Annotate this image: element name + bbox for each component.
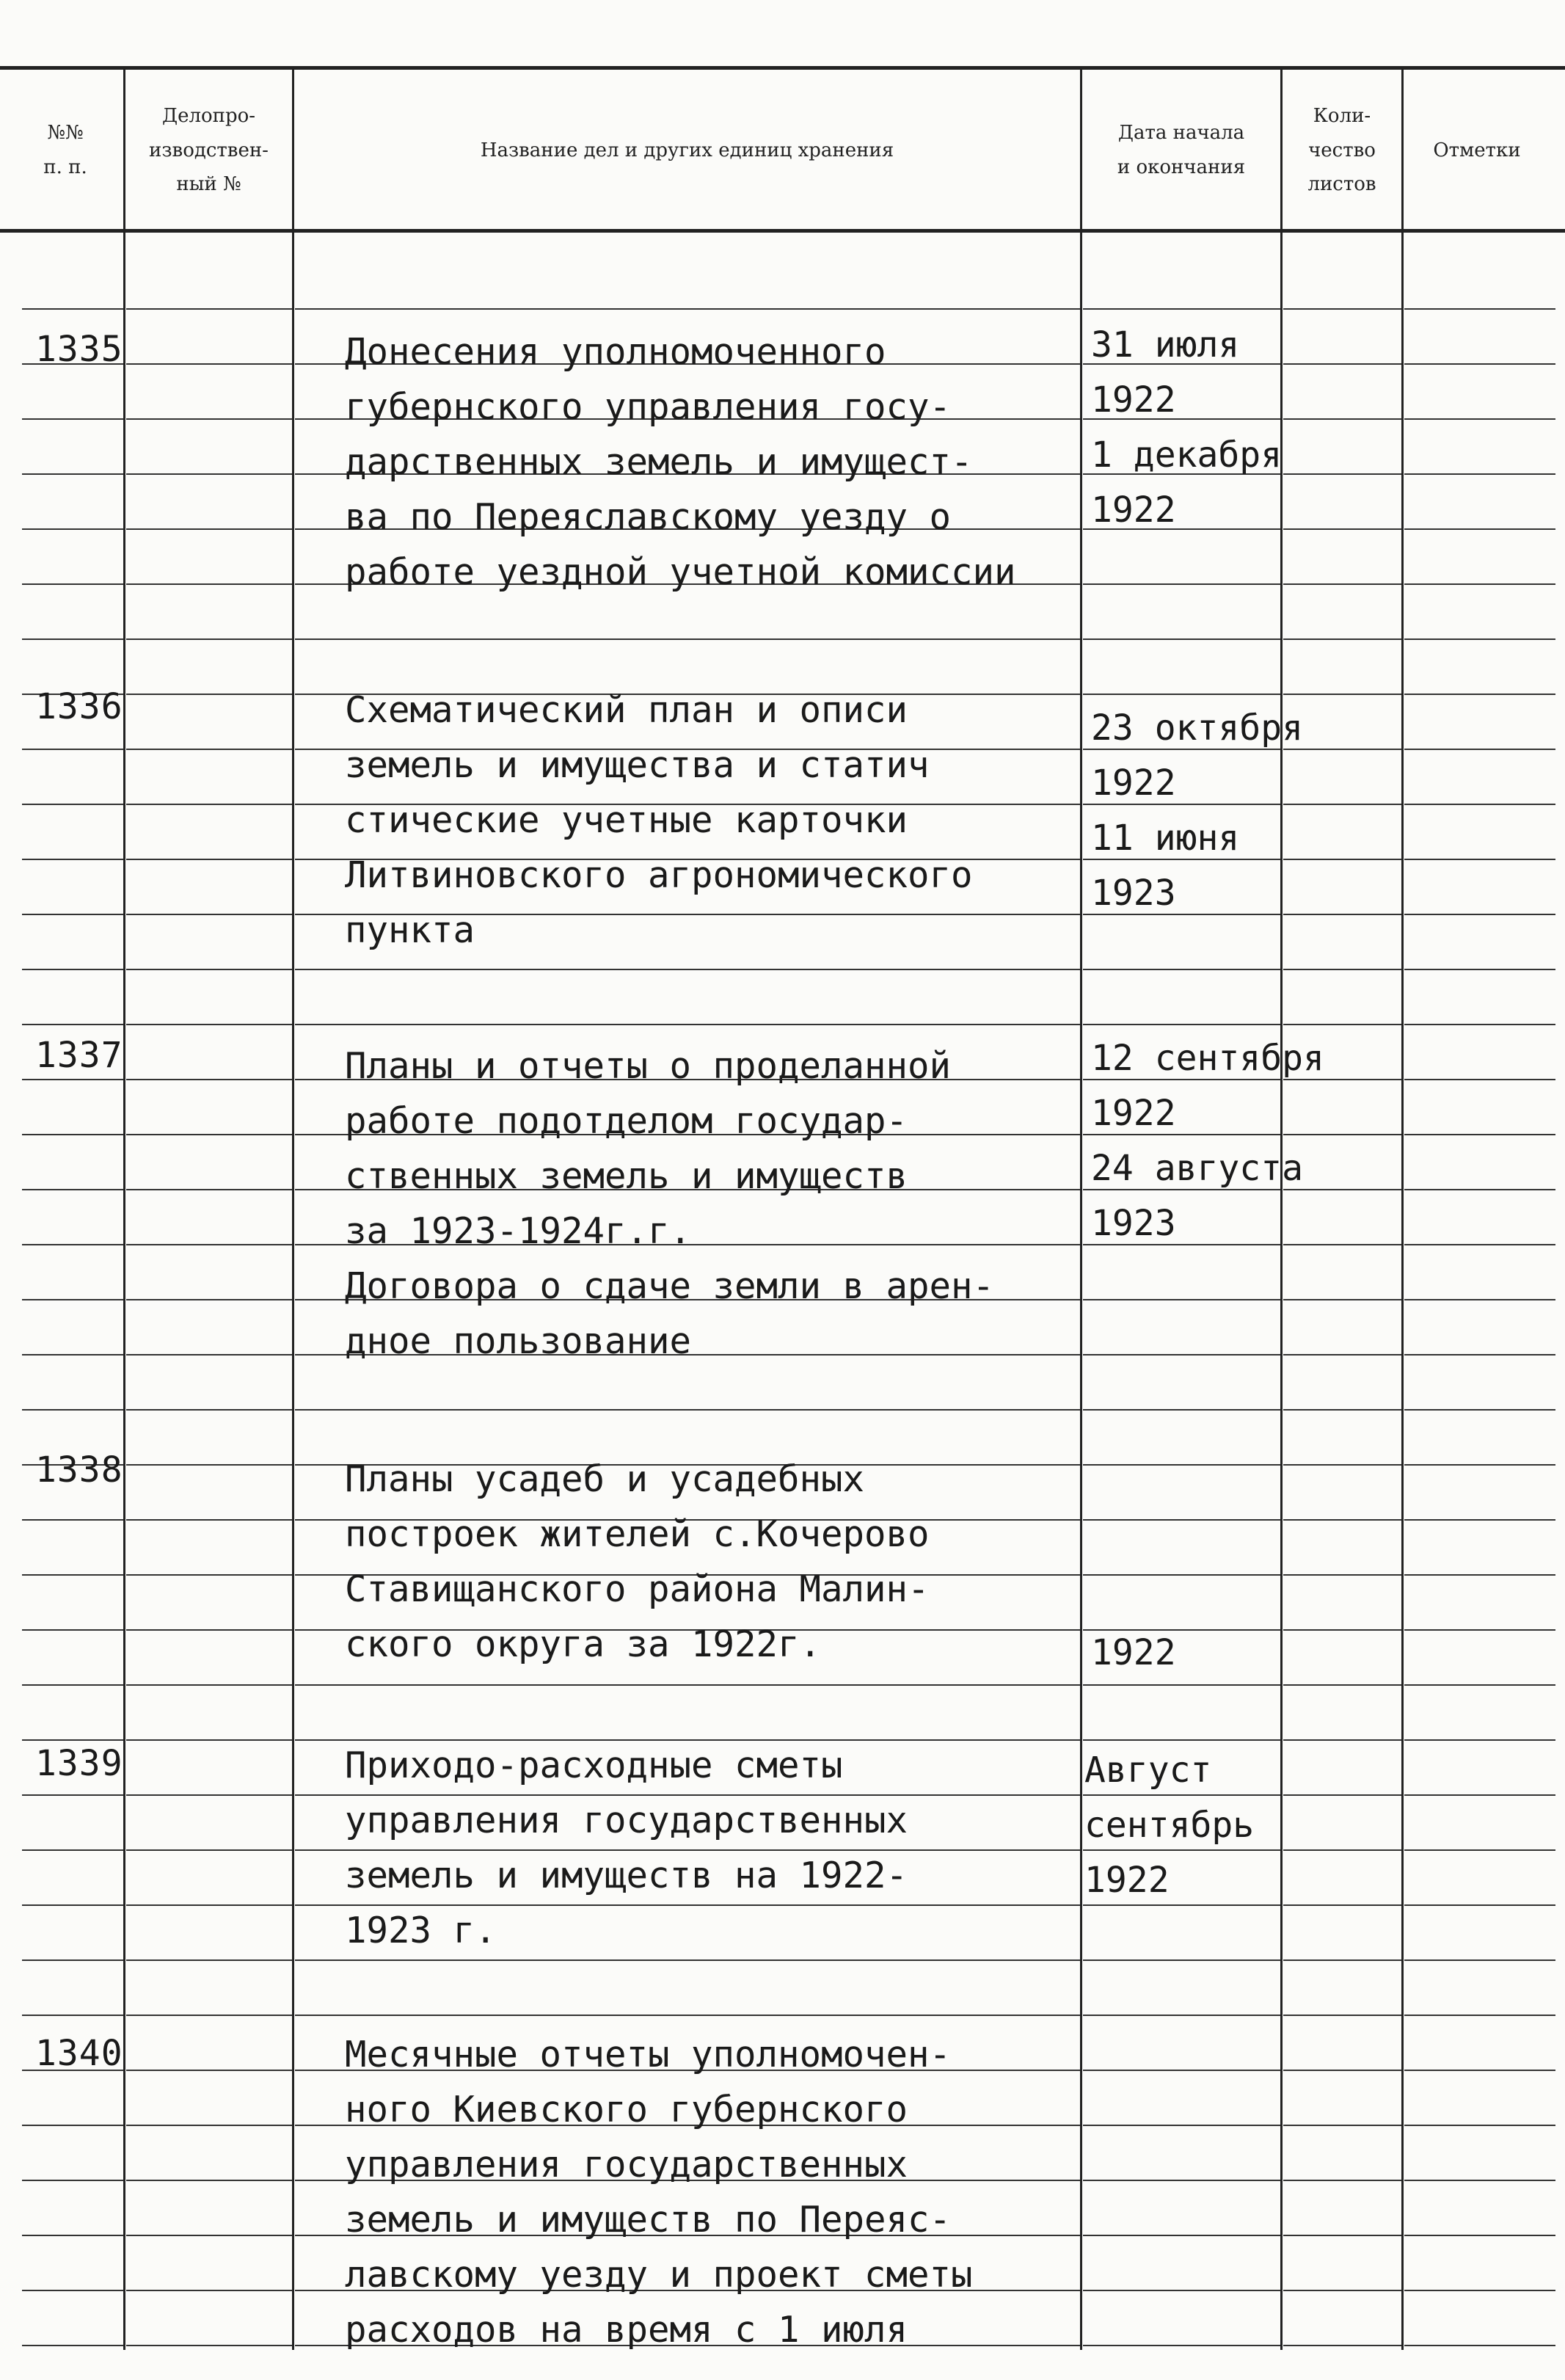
ruled-line <box>22 804 123 805</box>
ruled-line <box>126 583 292 585</box>
title-line: губернского управления госу- <box>345 386 952 428</box>
ruled-line <box>295 638 1080 640</box>
ruled-line <box>1283 1904 1401 1906</box>
title-line: Ставищанского района Малин- <box>345 1568 930 1610</box>
ruled-line <box>1083 969 1280 970</box>
header-sheets: Коли- чество листов <box>1307 104 1376 196</box>
entry-dates <box>1084 1743 1254 1908</box>
title-line: 1923 г. <box>345 1910 497 1951</box>
date-line: сентябрь <box>1084 1805 1255 1846</box>
ruled-line <box>1404 473 1555 475</box>
title-line: Литвиновского агрономического <box>345 854 973 896</box>
ruled-line <box>1283 1354 1401 1355</box>
ruled-line <box>1083 1739 1280 1741</box>
title-line: земель и имуществ по Переяс- <box>345 2199 952 2241</box>
table-top-border <box>0 66 1565 70</box>
ruled-line <box>1404 1134 1555 1135</box>
entry-number: 1338 <box>35 1449 123 1491</box>
ruled-line <box>22 2125 123 2126</box>
ruled-line <box>22 2345 123 2346</box>
ruled-line <box>22 528 123 530</box>
title-line: Договора о сдаче земли в арен- <box>345 1265 995 1307</box>
ruled-line <box>126 749 292 750</box>
title-line: Приходо-расходные сметы <box>345 1744 843 1786</box>
ruled-line <box>1404 1904 1555 1906</box>
ruled-line <box>1283 1574 1401 1576</box>
ruled-line <box>1283 363 1401 365</box>
ruled-line <box>126 2070 292 2071</box>
header-dates: Дата начала и окончания <box>1117 122 1246 178</box>
ruled-line <box>1404 1629 1555 1631</box>
ruled-line <box>1404 1739 1555 1741</box>
ruled-line <box>1404 2235 1555 2236</box>
title-line: лавскому уезду и проект сметы <box>345 2254 973 2296</box>
ruled-line <box>1083 2345 1280 2346</box>
date-line: 1922 <box>1084 1860 1170 1901</box>
ruled-line <box>1083 1299 1280 1300</box>
ruled-line <box>22 1299 123 1300</box>
ruled-line <box>126 1409 292 1411</box>
ruled-line <box>1083 1409 1280 1411</box>
ruled-line <box>22 749 123 750</box>
ruled-line <box>1404 583 1555 585</box>
entry-number: 1336 <box>35 686 123 727</box>
ruled-line <box>22 2180 123 2181</box>
ruled-line <box>1283 308 1401 310</box>
ruled-line <box>295 969 1080 970</box>
ruled-line <box>1404 418 1555 420</box>
ruled-line <box>126 363 292 365</box>
entry-title <box>345 1038 1086 1369</box>
title-line: управления государственных <box>345 1799 908 1841</box>
ruled-line <box>22 473 123 475</box>
ruled-line <box>1083 1024 1280 1025</box>
ruled-line <box>126 1739 292 1741</box>
date-line: 1922 <box>1091 1093 1176 1134</box>
ruled-line <box>1283 1684 1401 1686</box>
title-line: Планы усадеб и усадебных <box>345 1458 865 1500</box>
ruled-line <box>1083 1684 1280 1686</box>
ruled-line <box>1283 473 1401 475</box>
ruled-line <box>1404 1024 1555 1025</box>
ruled-line <box>22 1134 123 1135</box>
date-line: 1 декабря <box>1091 434 1283 476</box>
ruled-line <box>1283 694 1401 695</box>
ruled-line <box>1404 1519 1555 1521</box>
title-line: ного Киевского губернского <box>345 2089 908 2130</box>
entry-dates <box>1091 701 1303 921</box>
ruled-line <box>126 1079 292 1080</box>
title-line: Донесения уполномоченного <box>345 331 886 373</box>
ruled-line <box>126 2015 292 2016</box>
ruled-line <box>126 1629 292 1631</box>
ruled-line <box>22 859 123 860</box>
header-number: №№ п. п. <box>43 122 87 178</box>
title-line: дное пользование <box>345 1320 692 1362</box>
ruled-line <box>295 1684 1080 1686</box>
ruled-line <box>1404 1959 1555 1961</box>
ruled-line <box>126 859 292 860</box>
ruled-line <box>1404 2290 1555 2291</box>
column-divider <box>123 68 125 2350</box>
ruled-line <box>22 1354 123 1355</box>
ruled-line <box>1404 804 1555 805</box>
ruled-line <box>126 1024 292 1025</box>
ruled-line <box>1083 2015 1280 2016</box>
ruled-line <box>1404 1244 1555 1245</box>
ruled-line <box>1283 1464 1401 1466</box>
title-line: ского округа за 1922г. <box>345 1623 822 1665</box>
ruled-line <box>1283 418 1401 420</box>
date-line: 31 июля <box>1091 324 1240 365</box>
ruled-line <box>295 1409 1080 1411</box>
ruled-line <box>126 2180 292 2181</box>
ruled-line <box>1283 638 1401 640</box>
ruled-line <box>1283 1849 1401 1851</box>
ruled-line <box>126 473 292 475</box>
date-line <box>1091 1571 1176 1626</box>
date-line: Август <box>1084 1750 1212 1791</box>
ruled-line <box>126 1134 292 1135</box>
column-divider <box>292 68 294 2350</box>
entry-title <box>345 324 1086 600</box>
ruled-line <box>1283 2015 1401 2016</box>
ruled-line <box>1404 1794 1555 1796</box>
ruled-line <box>1404 1849 1555 1851</box>
ruled-line <box>1283 1299 1401 1300</box>
ruled-line <box>1283 1409 1401 1411</box>
ruled-line <box>1404 1079 1555 1080</box>
ruled-line <box>1404 2345 1555 2346</box>
date-line: 1922 <box>1091 379 1176 421</box>
ruled-line <box>126 1959 292 1961</box>
ruled-line <box>1404 1409 1555 1411</box>
ruled-line <box>1404 528 1555 530</box>
ruled-line <box>126 1244 292 1245</box>
ruled-line <box>1083 1959 1280 1961</box>
ruled-line <box>295 2015 1080 2016</box>
ruled-line <box>126 1299 292 1300</box>
date-line: 12 сентября <box>1091 1038 1324 1079</box>
entry-title <box>345 1452 1086 1672</box>
ruled-line <box>22 2235 123 2236</box>
ruled-line <box>1404 859 1555 860</box>
ruled-line <box>22 1189 123 1190</box>
ruled-line <box>126 1904 292 1906</box>
date-line <box>1091 1460 1176 1515</box>
ruled-line <box>295 308 1080 310</box>
date-line: 23 октября <box>1091 707 1303 749</box>
ruled-line <box>126 1574 292 1576</box>
ruled-line <box>1283 583 1401 585</box>
title-line: расходов на время с 1 июля <box>345 2309 908 2351</box>
ruled-line <box>295 1024 1080 1025</box>
date-line: 1922 <box>1091 490 1176 531</box>
ruled-line <box>126 2125 292 2126</box>
ruled-line <box>126 1849 292 1851</box>
ruled-line <box>1283 1629 1401 1631</box>
ruled-line <box>1404 914 1555 915</box>
ruled-line <box>126 1684 292 1686</box>
ruled-line <box>1083 2180 1280 2181</box>
ruled-line <box>22 969 123 970</box>
title-line: ва по Переяславскому уезду о <box>345 496 952 538</box>
date-line: 11 июня <box>1091 818 1240 859</box>
title-line: Планы и отчеты о проделанной <box>345 1045 952 1087</box>
ruled-line <box>22 638 123 640</box>
ruled-line <box>22 1739 123 1741</box>
title-line: земель и имуществ на 1922- <box>345 1855 908 1896</box>
ruled-line <box>1404 694 1555 695</box>
ruled-line <box>1283 2125 1401 2126</box>
ruled-line <box>1404 638 1555 640</box>
entry-number: 1335 <box>35 329 123 370</box>
ruled-line <box>126 914 292 915</box>
entry-number: 1339 <box>35 1743 123 1784</box>
ruled-line <box>22 1959 123 1961</box>
ruled-line <box>126 2235 292 2236</box>
ruled-line <box>1404 2180 1555 2181</box>
ruled-line <box>1283 1519 1401 1521</box>
ruled-line <box>22 1574 123 1576</box>
ruled-line <box>1404 308 1555 310</box>
entry-title <box>345 2027 1086 2357</box>
ruled-line <box>1083 2235 1280 2236</box>
ruled-line <box>1283 1739 1401 1741</box>
date-line <box>1091 1515 1176 1571</box>
ruled-line <box>1404 1574 1555 1576</box>
title-line: работе уездной учетной комиссии <box>345 551 1016 593</box>
ruled-line <box>22 1519 123 1521</box>
title-line: земель и имущества и статич <box>345 744 930 786</box>
ruled-line <box>1083 308 1280 310</box>
title-line: дарственных земель и имущест- <box>345 441 973 483</box>
ruled-line <box>126 2345 292 2346</box>
title-line: управления государственных <box>345 2144 908 2186</box>
ruled-line <box>1404 749 1555 750</box>
ruled-line <box>295 1959 1080 1961</box>
date-line: 1922 <box>1091 763 1176 804</box>
ruled-line <box>126 1189 292 1190</box>
ruled-line <box>1283 1024 1401 1025</box>
ruled-line <box>1283 969 1401 970</box>
ruled-line <box>126 1354 292 1355</box>
ruled-line <box>22 2015 123 2016</box>
ruled-line <box>22 418 123 420</box>
ruled-line <box>1404 2125 1555 2126</box>
header-title: Название дел и других единиц хранения <box>480 139 894 161</box>
title-line: пункта <box>345 909 475 951</box>
ruled-line <box>1283 2235 1401 2236</box>
entry-number: 1340 <box>35 2033 123 2074</box>
ruled-line <box>22 1024 123 1025</box>
ruled-line <box>22 1244 123 1245</box>
ruled-line <box>22 1794 123 1796</box>
ruled-line <box>1404 969 1555 970</box>
ruled-line <box>126 308 292 310</box>
header-bottom-border <box>0 229 1565 233</box>
title-line: построек жителей с.Кочерово <box>345 1513 930 1555</box>
ruled-line <box>22 914 123 915</box>
entry-title <box>345 683 1086 958</box>
ruled-line <box>1404 1299 1555 1300</box>
date-line: 24 августа <box>1091 1148 1303 1189</box>
ruled-line <box>126 694 292 695</box>
ruled-line <box>126 418 292 420</box>
ruled-line <box>1083 2125 1280 2126</box>
ruled-line <box>22 1849 123 1851</box>
ruled-line <box>126 1464 292 1466</box>
ruled-line <box>22 1409 123 1411</box>
entry-title <box>345 1738 1086 1958</box>
ruled-line <box>22 1684 123 1686</box>
ruled-line <box>1083 638 1280 640</box>
date-line: 1923 <box>1091 1203 1176 1244</box>
title-line: работе подотделом государ- <box>345 1100 908 1142</box>
ruled-line <box>22 2290 123 2291</box>
ruled-line <box>126 1519 292 1521</box>
ruled-line <box>1283 1794 1401 1796</box>
ruled-line <box>1283 1959 1401 1961</box>
ruled-line <box>126 2290 292 2291</box>
column-divider <box>1401 68 1404 2350</box>
ruled-line <box>22 1904 123 1906</box>
ruled-line <box>1283 2290 1401 2291</box>
ruled-line <box>1083 1354 1280 1355</box>
ruled-line <box>1404 1354 1555 1355</box>
header-notes: Отметки <box>1433 139 1521 161</box>
ruled-line <box>22 308 123 310</box>
title-line: ственных земель и имуществ <box>345 1155 908 1197</box>
entry-number: 1337 <box>35 1035 123 1076</box>
ruled-line <box>22 1629 123 1631</box>
title-line: за 1923-1924г.г. <box>345 1210 692 1252</box>
ruled-line <box>1404 1464 1555 1466</box>
ruled-line <box>126 638 292 640</box>
date-line: 1922 <box>1091 1632 1176 1673</box>
entry-dates <box>1091 1460 1176 1681</box>
title-line: стические учетные карточки <box>345 799 908 841</box>
ruled-line <box>126 1794 292 1796</box>
ruled-line <box>1083 2290 1280 2291</box>
title-line: Схематический план и описи <box>345 689 908 731</box>
ruled-line <box>1083 694 1280 695</box>
ruled-line <box>1283 2070 1401 2071</box>
ruled-line <box>22 1079 123 1080</box>
ruled-line <box>1283 2180 1401 2181</box>
ruled-line <box>126 969 292 970</box>
entry-dates <box>1091 1031 1324 1251</box>
title-line: Месячные отчеты уполномочен- <box>345 2034 952 2075</box>
ruled-line <box>1083 2070 1280 2071</box>
ruled-line <box>1404 2070 1555 2071</box>
ruled-line <box>1283 2345 1401 2346</box>
date-line: 1923 <box>1091 873 1176 914</box>
ruled-line <box>1404 1189 1555 1190</box>
ruled-line <box>22 583 123 585</box>
ruled-line <box>1404 1684 1555 1686</box>
header-office-number: Делопро- изводствен- ный № <box>149 104 269 196</box>
ruled-line <box>1283 528 1401 530</box>
entry-dates <box>1091 318 1282 538</box>
ruled-line <box>1083 583 1280 585</box>
ruled-line <box>1404 2015 1555 2016</box>
ruled-line <box>126 528 292 530</box>
ruled-line <box>1404 363 1555 365</box>
ruled-line <box>126 804 292 805</box>
